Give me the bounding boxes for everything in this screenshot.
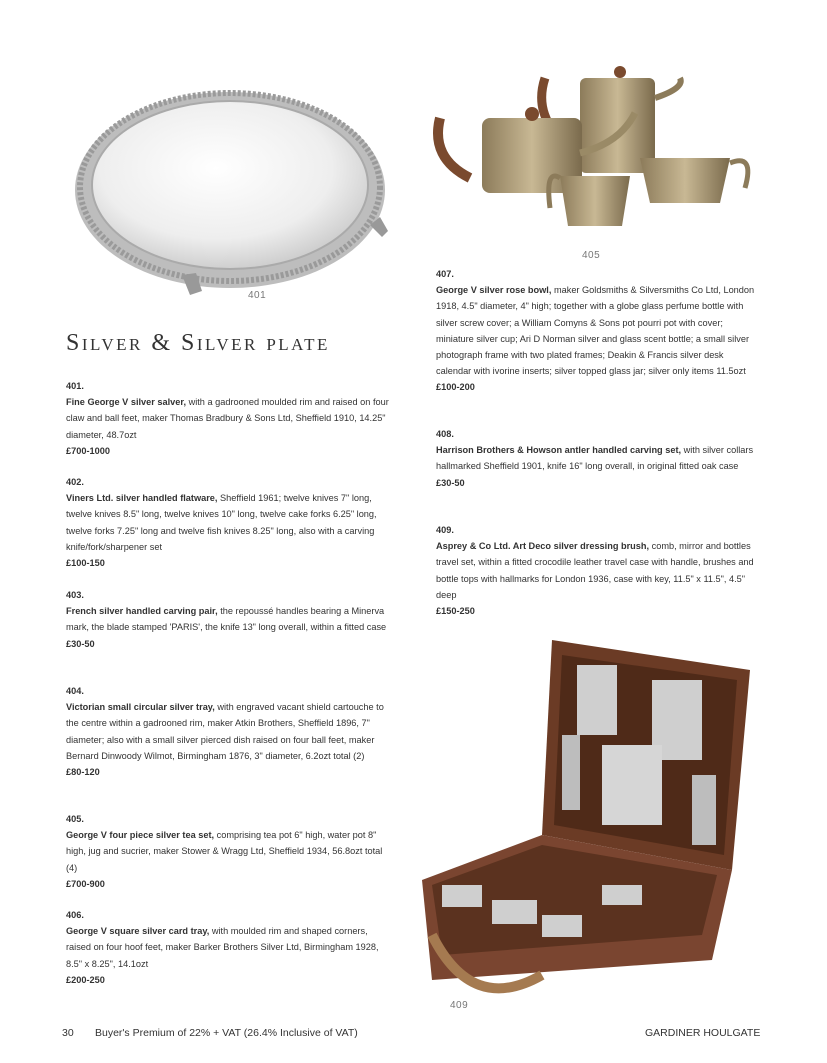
estimate: £150-250 [436, 606, 475, 617]
buyers-premium-note: Buyer's Premium of 22% + VAT (26.4% Inclusive of VAT) [95, 1027, 358, 1039]
photo-caption-405: 405 [582, 250, 601, 261]
lot-402: 402. Viners Ltd. silver handled flatware, Sheffield 1961; twelve knives 7" long, twelve knives 8.5" long, twelve knives 10" long, twelve cake forks 6.25" long, twelve forks 7.25" long and twelve fish knives 8.25" long, also with a carving knife/fork/sharpener set £100-150 [66, 474, 394, 571]
page-number: 30 [62, 1027, 74, 1039]
lot-407: 407. George V silver rose bowl, maker Goldsmiths & Silversmiths Co Ltd, London 1918, 4.5" diameter, 4" high; together with a globe glass perfume bottle with silver screw cover; a William Comyns & Sons pot pourri pot with cover; miniature silver cup; Ari D Norman silver and glass scent bottle; a small silver photograph frame with two plated frames; Deakin & Francis silver desk calendar with ivorine inserts; silver topped glass jar; silver only items 11.5ozt £100-200 [436, 266, 756, 396]
lot-405: 405. George V four piece silver tea set, comprising tea pot 6" high, water pot 8" high, jug and sucrier, maker Stower & Wragg Ltd, Sheffield 1934, 56.8ozt total (4) £700-900 [66, 811, 394, 892]
photo-lot-409 [412, 635, 752, 1015]
photo-lot-401 [70, 55, 400, 305]
brand-name: GARDINER HOULGATE [645, 1027, 761, 1039]
photo-caption-409: 409 [450, 1000, 469, 1011]
lot-406: 406. George V square silver card tray, with moulded rim and shaped corners, raised on four hoof feet, maker Barker Brothers Silver Ltd, Birmingham 1928, 8.5" x 8.25", 14.1ozt £200-250 [66, 907, 394, 988]
estimate: £30-50 [66, 638, 95, 649]
section-title: Silver & Silver plate [66, 330, 330, 356]
estimate: £100-150 [66, 558, 105, 569]
lot-404: 404. Victorian small circular silver tray, with engraved vacant shield cartouche to the centre within a gadrooned rim, maker Atkin Brothers, Sheffield 1896, 7" diameter; also with a small silver pierced dish raised on four ball feet, maker Bernard Dinwoody Wilmot, Birmingham 1876, 3" diameter, 6.2ozt total (2) £80-120 [66, 683, 394, 780]
lot-408: 408. Harrison Brothers & Howson antler handled carving set, with silver collars hallmarked Sheffield 1901, knife 16" long overall, in original fitted oak case £30-50 [436, 426, 756, 491]
estimate: £200-250 [66, 974, 105, 985]
lot-409: 409. Asprey & Co Ltd. Art Deco silver dressing brush, comb, mirror and bottles travel set, within a fitted crocodile leather travel case with handle, brushes and bottle tops with hallmarks for London 1936, case with key, 11.5" x 11.5", 4.5" deep £150-250 [436, 522, 756, 619]
estimate: £700-1000 [66, 445, 110, 456]
estimate: £100-200 [436, 382, 475, 393]
lot-403: 403. French silver handled carving pair, the repoussé handles bearing a Minerva mark, the blade stamped 'PARIS', the knife 13" long overall, within a fitted case £30-50 [66, 587, 394, 652]
estimate: £30-50 [436, 477, 465, 488]
photo-lot-405 [430, 58, 760, 253]
photo-caption-401: 401 [248, 290, 267, 301]
estimate: £700-900 [66, 878, 105, 889]
estimate: £80-120 [66, 767, 100, 778]
lot-401: 401. Fine George V silver salver, with a gadrooned moulded rim and raised on four claw and ball feet, maker Thomas Bradbury & Sons Ltd, Sheffield 1910, 14.25" diameter, 48.7ozt £700-1000 [66, 378, 394, 459]
